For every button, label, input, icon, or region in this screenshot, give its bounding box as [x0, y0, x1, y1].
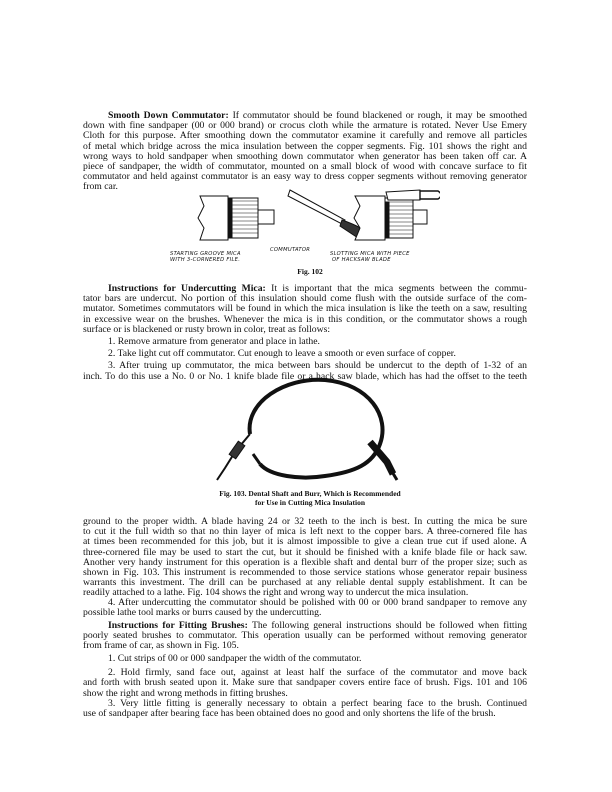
commutator-illustration	[180, 188, 440, 248]
list-item: 2. Hold firmly, sand face out, against at least half the surface of the commutator and move back	[108, 667, 527, 679]
section-heading: Instructions for Fitting Brushes:	[108, 620, 248, 631]
list-item: 2. Take light cut off commutator. Cut enough to leave a smooth or even surface of copper.	[108, 348, 456, 360]
figure-102-caption: Fig. 102	[297, 267, 323, 276]
figure-103-caption: Fig. 103. Dental Shaft and Burr, Which is Recommended for Use in Cutting Mica Insulation	[219, 489, 401, 507]
list-undercut-steps: 1. Remove armature from generator and place in lathe. 2. Take light cut off commutator. Cut enough to leave a smooth or even surface of copper. 3. After truing up commutator, the mica between bars should be undercut to the depth of 1-32 of an inch. To do this use a No. 0 or No. 1 knife blade file or a hack saw blade, which has had the offset to the teeth	[83, 336, 527, 382]
list-item: 3. After truing up commutator, the mica between bars should be undercut to the depth of 1-32 of an	[108, 360, 527, 372]
list-item: 3. Very little fitting is generally necessary to obtain a perfect bearing face to the brush. Continued	[108, 697, 527, 709]
list-item: 1. Cut strips of 00 or 000 sandpaper the width of the commutator.	[108, 653, 362, 664]
dental-shaft-and-burr-illustration	[205, 372, 405, 484]
figure-102: STARTING GROOVE MICA WITH 3-CORNERED FILE. COMMUTATOR SLOTTING MICA WITH PIECE OF HACKSAW BLADE	[180, 188, 440, 268]
paragraph-undercut-continued: ground to the proper width. A blade having 24 or 32 teeth to the inch is best. In cutting the mica be sure to cut it the full width so that no thin layer of mica is left next to the copper bars. A three-cornered file has at times been recommended for this job, but it is almost impossible to give a clean true cut if used alone. A three-cornered file may be used to start the cut, but it should be finished with a knife blade file or hack saw. Another very handy instrument for this operation is a flexible shaft and dental burr of the proper size; such as shown in Fig. 103. This instrument is recommended to those service stations whose generator repair business warrants this investment. The drill can be purchased at any reliable dental supply establishment. It can be readily attached to a lathe. Fig. 104 shows the right and wrong way to undercut the mica insulation.	[83, 516, 527, 599]
list-item-4: 4. After undercutting the commutator should be polished with 00 or 000 brand sandpaper to remove any possible lathe tool marks or burrs caused by the undercutting.	[83, 597, 527, 619]
list-brush-steps: 1. Cut strips of 00 or 000 sandpaper the width of the commutator. 2. Hold firmly, sand face out, against at least half the surface of the commutator and move back and forth with brush seated upon it. Make sure that sandpaper covers entire face of brush. Figs. 101 and 106 show the right and wrong methods in fitting brushes. 3. Very little fitting is generally necessary to obtain a perfect bearing face to the brush. Continued use of sandpaper after bearing face has been obtained does no good and only shortens the life of the brush.	[83, 653, 527, 720]
paragraph-undercutting-mica: Instructions for Undercutting Mica: It is important that the mica segments between the commu- tator bars are undercut. No portion of this insulation should come flush with the outside surface of the com- mutator. Sometimes commutators will be found in which the mica insulation is like the teeth on a saw, resulting in excessive wear on the brushes. Whenever the mica is in this condition, or the commutator shows a rough surface or is blackened or rusty brown in color, treat as follows:	[83, 283, 527, 335]
paragraph-smooth-down-commutator: Smooth Down Commutator: If commutator should be found blackened or rough, it may be smoothed down with fine sandpaper (00 or 000 brand) or crocus cloth while the armature is rotated. Never Use Emery Cloth for this purpose. After smoothing down the commutator examine it carefully and remove all particles of metal which bridge across the mica insulation between the copper segments. Fig. 101 shows the right and wrong ways to hold sandpaper when smoothing down commutator when generator has been taken off car. A piece of sandpaper, the width of commutator, mounted on a small block of wood with concave surface to fit commutator and held against commutator is an easy way to dress copper segments without removing generator from car.	[83, 110, 527, 193]
section-heading: Instructions for Undercutting Mica:	[108, 283, 266, 294]
list-item: 1. Remove armature from generator and place in lathe.	[108, 336, 320, 347]
paragraph-fitting-brushes: Instructions for Fitting Brushes: The following general instructions should be followed when fitting poorly seated brushes to commutator. This operation usually can be performed without removing generator from frame of car, as shown in Fig. 105.	[83, 620, 527, 652]
section-heading: Smooth Down Commutator:	[108, 110, 229, 121]
